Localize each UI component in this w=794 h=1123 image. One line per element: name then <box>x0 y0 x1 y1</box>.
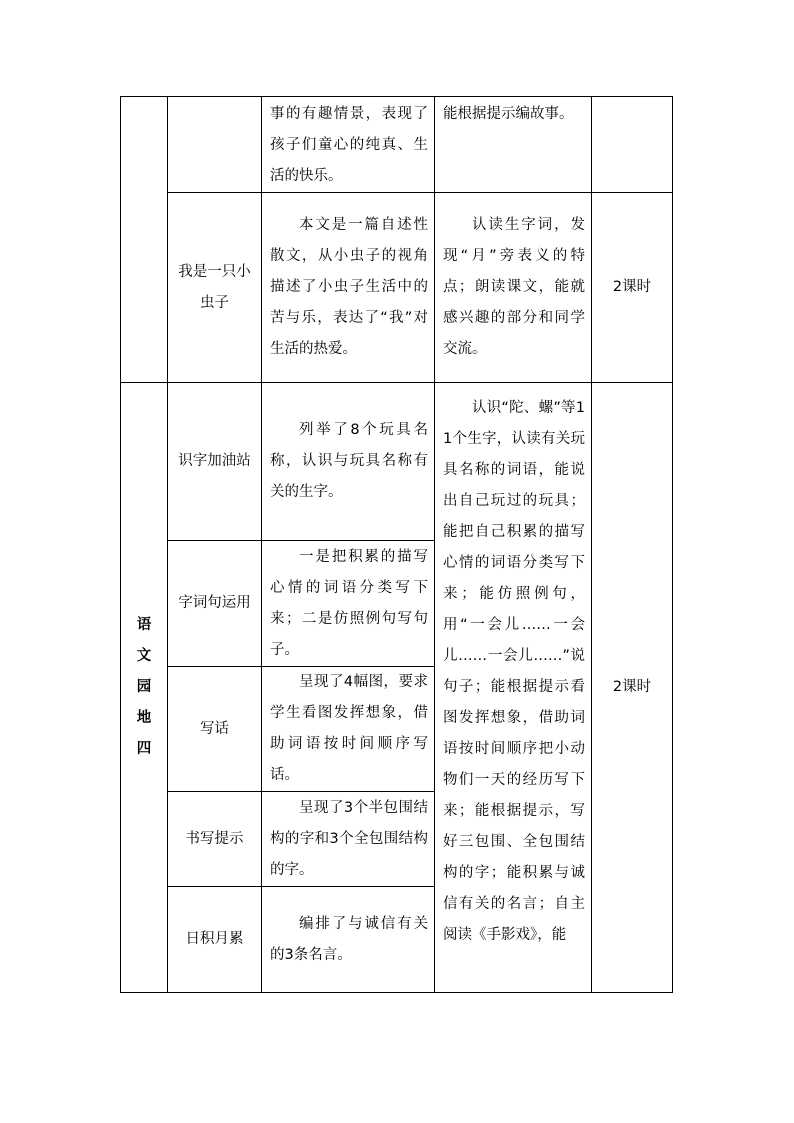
content-text: 呈现了3个半包围结构的字和3个全包围结构的字。 <box>270 799 428 878</box>
table-row <box>121 193 673 383</box>
content-cell <box>262 541 435 667</box>
lesson-plan-table <box>120 96 673 993</box>
content-cell <box>262 792 435 887</box>
lesson-cell <box>168 541 262 667</box>
lesson-cell <box>168 383 262 541</box>
table-row <box>121 97 673 193</box>
lesson-title: 识字加油站 <box>178 453 251 469</box>
content-cell <box>262 887 435 993</box>
goal-text: 认读生字词，发现“月”旁表义的特点；朗读课文，能就感兴趣的部分和同学交流。 <box>443 217 585 357</box>
unit-title: 语文园地四 <box>136 617 152 757</box>
content-text: 呈现了4幅图，要求学生看图发挥想象，借助词语按时间顺序写话。 <box>270 674 428 783</box>
lesson-cell <box>168 887 262 993</box>
lesson-title: 字词句运用 <box>178 595 251 611</box>
lesson-title: 书写提示 <box>185 830 244 847</box>
lesson-title: 写话 <box>200 720 229 737</box>
goal-cell <box>435 193 592 383</box>
content-text: 列举了8个玩具名称，认识与玩具名称有关的生字。 <box>270 422 428 500</box>
lesson-title: 日积月累 <box>185 931 244 947</box>
lesson-cell <box>168 193 262 383</box>
goal-cell <box>435 383 592 993</box>
goal-cell <box>435 97 592 193</box>
content-cell <box>262 97 435 193</box>
hours-cell-empty <box>592 97 673 193</box>
unit-title-cell <box>121 383 168 993</box>
content-text: 事的有趣情景，表现了孩子们童心的纯真、生活的快乐。 <box>270 106 428 184</box>
content-cell <box>262 193 435 383</box>
lesson-cell-empty <box>168 97 262 193</box>
goal-text: 认识“陀、螺”等11个生字，认读有关玩具名称的词语，能说出自己玩过的玩具；能把自己积累的描写心情的词语分类写下来；能仿照例句，用“一会儿……一会儿……一会儿……”说句子；能根据提示看图发挥想象，借助词语按时间顺序把小动物们一天的经历写下来；能根据提示，写好三包围、全包围结构的字；能积累与诚信有关的名言；自主阅读《手影戏》，能 <box>443 400 585 943</box>
lesson-cell <box>168 667 262 792</box>
content-text: 本文是一篇自述性散文，从小虫子的视角描述了小虫子生活中的苦与乐，表达了“我”对生活的热爱。 <box>270 217 428 357</box>
hours-cell: 2课时 <box>592 383 673 993</box>
content-text: 一是把积累的描写心情的词语分类写下来；二是仿照例句写句子。 <box>270 548 428 658</box>
unit-cell-empty <box>121 97 168 383</box>
table-row <box>121 383 673 541</box>
content-text: 编排了与诚信有关的3条名言。 <box>270 915 428 963</box>
lesson-title: 我是一只小虫子 <box>178 263 251 311</box>
hours-cell: 2课时 <box>592 193 673 383</box>
goal-text: 能根据提示编故事。 <box>443 106 574 122</box>
content-cell <box>262 667 435 792</box>
content-cell <box>262 383 435 541</box>
lesson-cell <box>168 792 262 887</box>
